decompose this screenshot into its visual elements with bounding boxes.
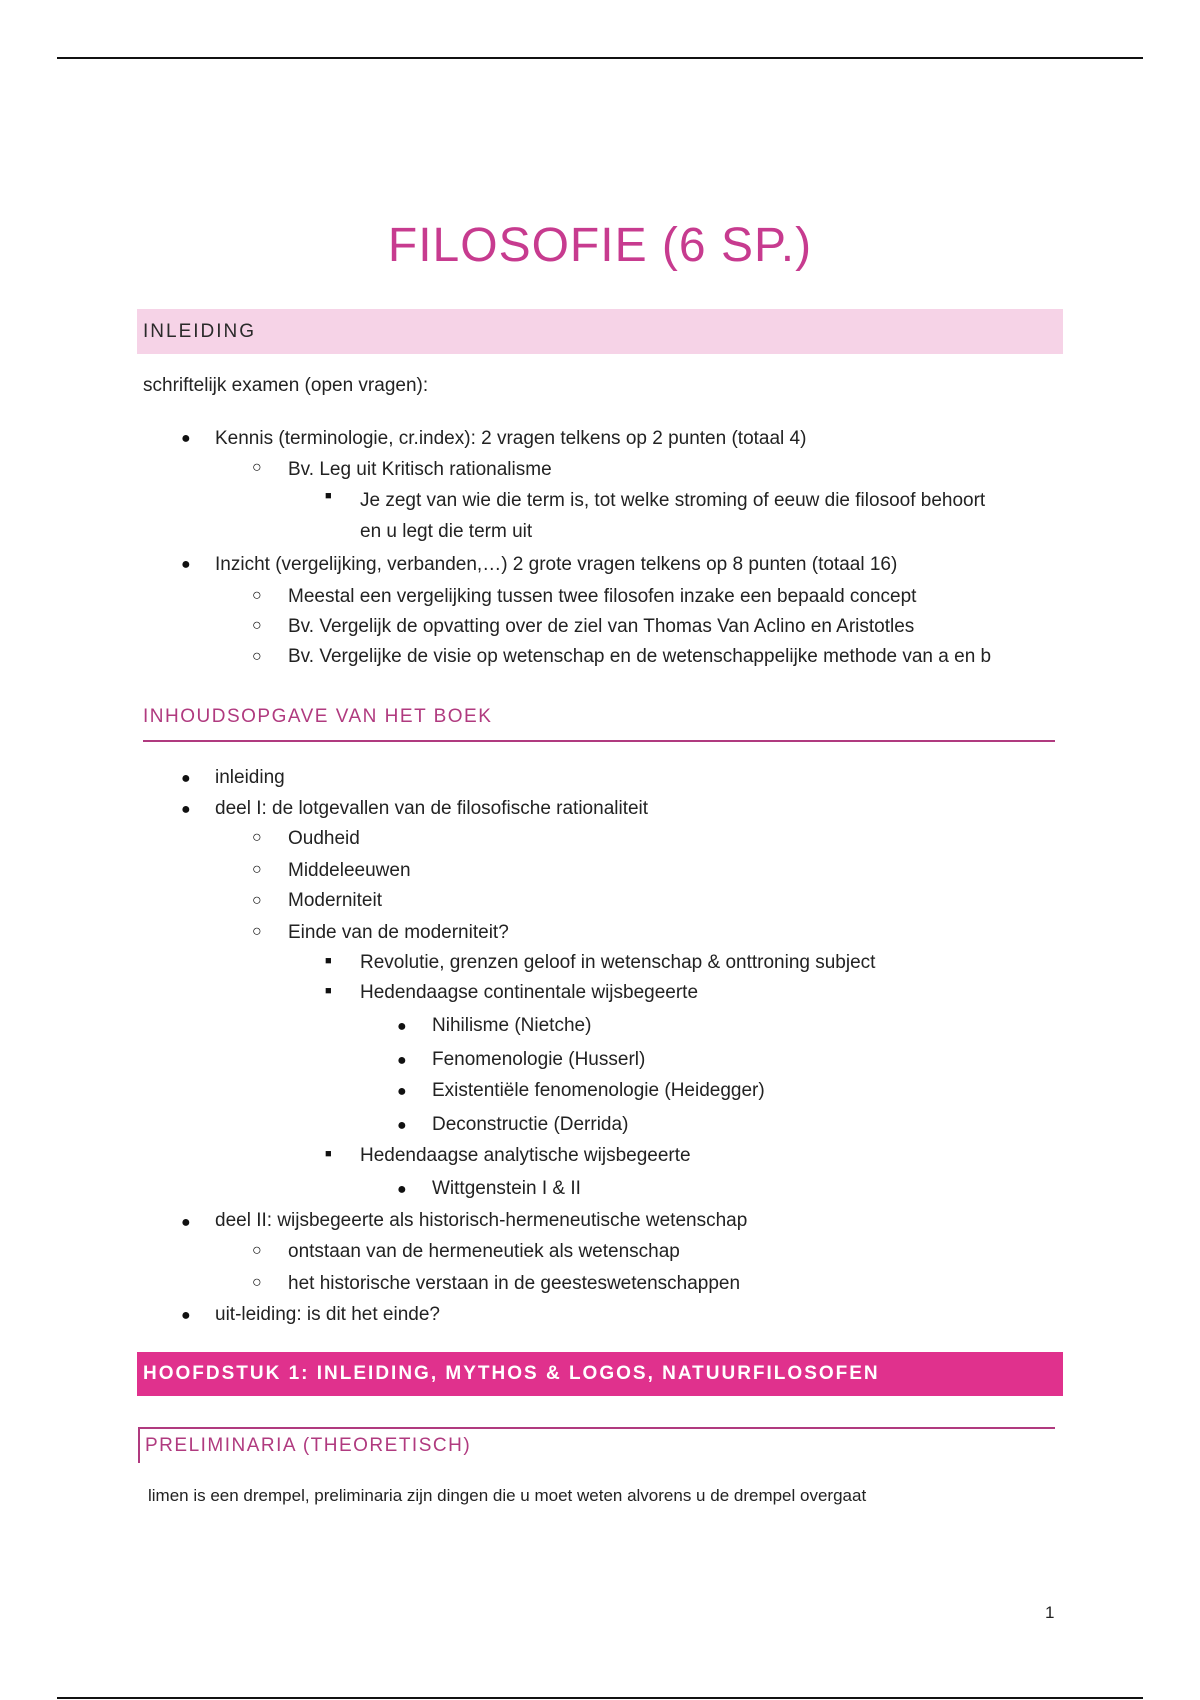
- bullet-circle: ○: [252, 829, 262, 846]
- bullet-circle: ○: [252, 1242, 262, 1259]
- bullet-disc: ●: [397, 1117, 407, 1134]
- bullet-circle: ○: [252, 587, 262, 604]
- bullet-disc: ●: [181, 430, 191, 447]
- bullet-disc: ●: [181, 801, 191, 818]
- list-item: ontstaan van de hermeneutiek als wetenschap: [288, 1241, 680, 1262]
- list-item: Bv. Vergelijk de opvatting over de ziel van Thomas Van Aclino en Aristotles: [288, 616, 915, 637]
- heading-inleiding: [137, 309, 1063, 354]
- bullet-circle: ○: [252, 923, 262, 940]
- list-item: uit-leiding: is dit het einde?: [215, 1304, 440, 1325]
- top-rule: [57, 57, 1143, 59]
- bullet-disc: ●: [397, 1181, 407, 1198]
- bullet-circle: ○: [252, 1274, 262, 1291]
- list-item: Meestal een vergelijking tussen twee filosofen inzake een bepaald concept: [288, 586, 917, 607]
- list-item: Je zegt van wie die term is, tot welke stroming of eeuw die filosoof behoort: [360, 490, 986, 511]
- list-item: Kennis (terminologie, cr.index): 2 vragen telkens op 2 punten (totaal 4): [215, 428, 807, 449]
- list-item: Moderniteit: [288, 890, 382, 911]
- list-item: Bv. Vergelijke de visie op wetenschap en de wetenschappelijke methode van a en b: [288, 646, 992, 667]
- list-item: Existentiële fenomenologie (Heidegger): [432, 1080, 765, 1101]
- bullet-circle: ○: [252, 459, 262, 476]
- bullet-circle: ○: [252, 617, 262, 634]
- bullet-disc: ●: [181, 770, 191, 787]
- intro-paragraph: schriftelijk examen (open vragen):: [143, 375, 429, 396]
- page-number: 1: [1045, 1603, 1055, 1622]
- list-item: Fenomenologie (Husserl): [432, 1049, 646, 1070]
- bullet-square: ■: [325, 955, 332, 967]
- list-item: Wittgenstein I & II: [432, 1178, 581, 1199]
- heading-preliminaria-text: PRELIMINARIA (THEORETISCH): [145, 1435, 472, 1456]
- bullet-disc: ●: [181, 1214, 191, 1231]
- bullet-square: ■: [325, 1148, 332, 1160]
- list-item: Deconstructie (Derrida): [432, 1114, 629, 1135]
- list-item: Hedendaagse continentale wijsbegeerte: [360, 982, 699, 1003]
- heading-preliminaria: [138, 1427, 1055, 1463]
- heading-inleiding-text: INLEIDING: [143, 320, 257, 342]
- list-item: inleiding: [215, 767, 285, 788]
- list-item: Revolutie, grenzen geloof in wetenschap & onttroning subject: [360, 952, 876, 973]
- list-item: Inzicht (vergelijking, verbanden,…) 2 grote vragen telkens op 8 punten (totaal 16): [215, 554, 898, 575]
- list-item: Hedendaagse analytische wijsbegeerte: [360, 1145, 691, 1166]
- heading-inhoudsopgave-text: INHOUDSOPGAVE VAN HET BOEK: [143, 706, 493, 727]
- list-item: Einde van de moderniteit?: [288, 922, 509, 943]
- list-item-continuation: en u legt die term uit: [360, 521, 533, 542]
- list-item: Bv. Leg uit Kritisch rationalisme: [288, 459, 552, 480]
- document-title: FILOSOFIE (6 SP.): [387, 219, 813, 272]
- bottom-rule: [57, 1697, 1143, 1699]
- bullet-disc: ●: [181, 556, 191, 573]
- bullet-circle: ○: [252, 648, 262, 665]
- bullet-disc: ●: [397, 1083, 407, 1100]
- list-item: het historische verstaan in de geesteswetenschappen: [288, 1273, 741, 1294]
- list-item: Middeleeuwen: [288, 860, 411, 881]
- heading-inhoudsopgave: [143, 706, 1055, 742]
- list-item: deel II: wijsbegeerte als historisch-hermeneutische wetenschap: [215, 1210, 748, 1231]
- bullet-disc: ●: [397, 1018, 407, 1035]
- heading-hoofdstuk-1-text: HOOFDSTUK 1: INLEIDING, MYTHOS & LOGOS, NATUURFILOSOFEN: [143, 1363, 880, 1384]
- list-item: Oudheid: [288, 828, 360, 849]
- bullet-circle: ○: [252, 861, 262, 878]
- heading-hoofdstuk-1: [137, 1352, 1063, 1396]
- bullet-square: ■: [325, 490, 332, 502]
- bullet-square: ■: [325, 985, 332, 997]
- list-item: Nihilisme (Nietche): [432, 1015, 592, 1036]
- preliminaria-paragraph: limen is een drempel, preliminaria zijn dingen die u moet weten alvorens u de drempel overgaat: [148, 1486, 867, 1505]
- bullet-circle: ○: [252, 892, 262, 909]
- bullet-disc: ●: [397, 1052, 407, 1069]
- bullet-disc: ●: [181, 1307, 191, 1324]
- list-item: deel I: de lotgevallen van de filosofische rationaliteit: [215, 798, 649, 819]
